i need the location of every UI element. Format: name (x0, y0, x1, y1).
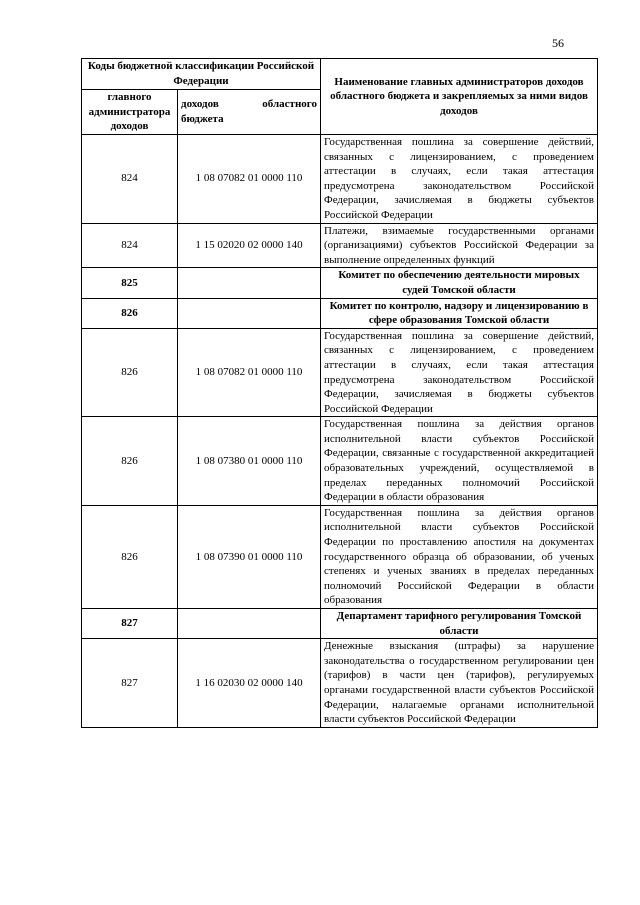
admin-code: 826 (82, 328, 178, 417)
income-code: 1 08 07390 01 0000 110 (178, 505, 321, 608)
income-code: 1 15 02020 02 0000 140 (178, 223, 321, 268)
header-administrator-names: Наименование главных администраторов доходов областного бюджета и закрепляемых за ними видов доходов (321, 59, 598, 135)
income-code: 1 08 07082 01 0000 110 (178, 135, 321, 224)
header-regional-income (178, 90, 321, 135)
income-description: Платежи, взимаемые государственными органами (организациями) субъектов Российской Федерации за выполнение определенных функций (321, 223, 598, 268)
income-code: 1 08 07082 01 0000 110 (178, 328, 321, 417)
header-main-administrator: главного администратора доходов (82, 90, 178, 135)
income-description: Государственная пошлина за действия органов исполнительной власти субъектов Российской Федерации, связанные с государственной аккредитацией образовательных учреждений, осуществляемой в пределах переданных полномочий Российской Федерации в области образования (321, 417, 598, 506)
table-row (82, 135, 598, 224)
table-row (82, 639, 598, 728)
organization-name: Комитет по обеспечению деятельности мировых судей Томской области (321, 268, 598, 298)
admin-code: 827 (82, 609, 178, 639)
organization-name: Комитет по контролю, надзору и лицензированию в сфере образования Томской области (321, 298, 598, 328)
income-code: 1 16 02030 02 0000 140 (178, 639, 321, 728)
admin-code: 826 (82, 298, 178, 328)
income-code (178, 268, 321, 298)
income-description: Денежные взыскания (штрафы) за нарушение законодательства о государственном регулировании цен (тарифов) в части цен (тарифов), регулируемых органами государственной власти субъектов Российской Федерации, налагаемые органами исполнительной власти субъектов Российской Федерации (321, 639, 598, 728)
admin-code: 826 (82, 417, 178, 506)
admin-code: 827 (82, 639, 178, 728)
income-code (178, 609, 321, 639)
header-income-line2: бюджета (181, 113, 224, 125)
income-code (178, 298, 321, 328)
admin-code: 824 (82, 135, 178, 224)
budget-classification-table (81, 58, 598, 728)
table-row (82, 417, 598, 506)
organization-row (82, 298, 598, 328)
income-code: 1 08 07380 01 0000 110 (178, 417, 321, 506)
header-income-line1: доходов областного (181, 98, 317, 111)
income-description: Государственная пошлина за совершение действий, связанных с лицензированием, с проведением аттестации в случаях, если такая аттестация предусмотрена законодательством Российской Федерации, зачисляемая в бюджеты субъектов Российской Федерации (321, 328, 598, 417)
page-number: 56 (552, 36, 564, 50)
admin-code: 825 (82, 268, 178, 298)
header-budget-codes: Коды бюджетной классификации Российской Федерации (82, 59, 321, 90)
organization-row (82, 268, 598, 298)
organization-row (82, 609, 598, 639)
table-row (82, 505, 598, 608)
table-row (82, 223, 598, 268)
organization-name: Департамент тарифного регулирования Томской области (321, 609, 598, 639)
income-description: Государственная пошлина за действия органов исполнительной власти субъектов Российской Федерации по проставлению апостиля на документах государственного образца об образовании, об ученых степенях и ученых званиях в пределах переданных полномочий Российской Федерации в области образования (321, 505, 598, 608)
admin-code: 824 (82, 223, 178, 268)
table-row (82, 328, 598, 417)
admin-code: 826 (82, 505, 178, 608)
income-description: Государственная пошлина за совершение действий, связанных с лицензированием, с проведением аттестации в случаях, если такая аттестация предусмотрена законодательством Российской Федерации, зачисляемая в бюджеты субъектов Российской Федерации (321, 135, 598, 224)
